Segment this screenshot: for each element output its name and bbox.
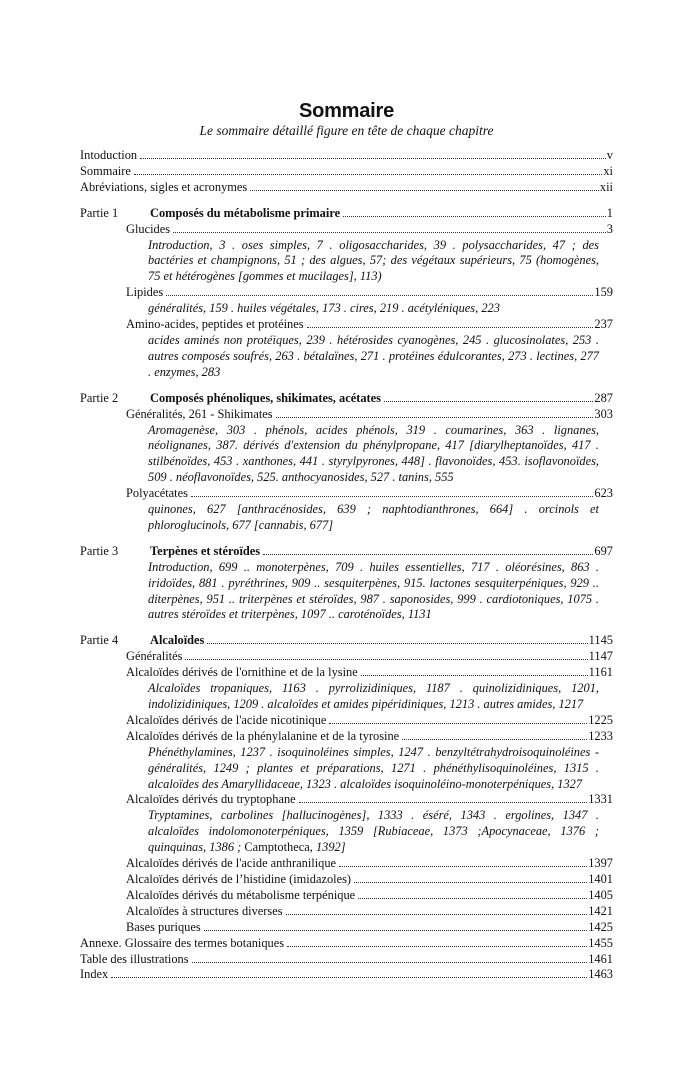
desc-text: 1392] <box>312 840 346 855</box>
toc-entry-label: Abréviations, sigles et acronymes <box>80 179 248 194</box>
toc-entry-page: 623 <box>594 486 613 501</box>
part-number: Partie 1 <box>80 205 119 220</box>
toc-entry-label: Alcaloïdes dérivés de l'acide anthranilique <box>126 856 337 871</box>
toc-entry-illustrations[interactable] <box>80 952 613 968</box>
dot-leader <box>327 714 587 724</box>
toc-entry-page: 1397 <box>588 856 613 871</box>
dot-leader <box>382 392 593 402</box>
toc-entry-label: Amino-acides, peptides et protéines <box>126 317 304 332</box>
toc-entry-page: 3 <box>606 221 613 236</box>
section-description: Introduction, 3 . oses simples, 7 . oligosaccharides, 39 . polysaccharides, 47 ; des bactéries et champignons, 51 ; des algues, 57; des végétaux supérieurs, 75 (homogènes, 75 et hétérogènes [gommes et mucilages], 113) <box>148 237 599 284</box>
toc-entry-page: 1145 <box>588 633 613 648</box>
page-title: Sommaire <box>298 100 395 122</box>
toc-entry-page: 1401 <box>588 871 613 886</box>
toc-entry-label: Glucides <box>126 221 171 236</box>
dot-leader <box>171 223 606 233</box>
toc-section-terpenique[interactable] <box>80 888 613 904</box>
toc-part-2[interactable] <box>80 391 613 407</box>
toc-section-lipides[interactable] <box>80 285 613 301</box>
toc-entry-index[interactable] <box>80 967 613 983</box>
toc-section-generalites[interactable] <box>80 649 613 665</box>
section-description <box>80 808 613 856</box>
toc-entry-page: 1161 <box>588 665 613 680</box>
toc-entry-page: 1233 <box>588 728 613 743</box>
dot-leader <box>359 666 588 676</box>
section-description: acides aminés non protéiques, 239 . hétérosides cyanogènes, 245 . glucosinolates, 253 . autres composés soufrés, 263 . bétalaïnes, 271 . protéines édulcorantes, 273 . lectines, 277 . enzymes, 283 <box>148 332 599 379</box>
toc-section-amino-acides[interactable] <box>80 317 613 333</box>
toc-entry-label: Annexe. Glossaire des termes botaniques <box>80 935 285 950</box>
toc-entry-label: Généralités, 261 - Shikimates <box>126 406 273 421</box>
part-title: Alcaloïdes <box>150 633 205 648</box>
toc-entry-page: 1421 <box>588 903 613 918</box>
dot-leader <box>205 634 587 644</box>
dot-leader <box>297 793 588 803</box>
spacer <box>80 623 613 633</box>
dot-leader <box>202 921 588 931</box>
toc-entry-page: 1331 <box>588 792 613 807</box>
dot-leader <box>356 889 587 899</box>
dot-leader <box>190 953 588 963</box>
table-of-contents-page <box>80 99 613 983</box>
toc-section-tryptophane[interactable] <box>80 792 613 808</box>
toc-entry-label: Bases puriques <box>126 919 201 934</box>
toc-entry-label: Alcaloïdes à structures diverses <box>126 903 283 918</box>
dot-leader <box>164 286 593 296</box>
toc-section-bases-puriques[interactable] <box>80 920 613 936</box>
toc-entry-annexe[interactable] <box>80 936 613 952</box>
toc-section-glucides[interactable] <box>80 222 613 238</box>
toc-entry-label: Alcaloïdes dérivés de l'ornithine et de la lysine <box>126 665 358 680</box>
section-description: Phénéthylamines, 1237 . isoquinoléines simples, 1247 . benzyltétrahydroisoquinoléines - généralités, 1249 ; plantes et préparations, 1271 . phénéthylisoquinoléines, 1315 . alcaloïdes des Amaryllidaceae, 1323 . alcaloïdes isoquinoléino-monoterpéniques, 1327 <box>148 744 599 791</box>
toc-entry-page: 159 <box>594 285 613 300</box>
toc-entry-label: Sommaire <box>80 163 131 178</box>
toc-entry-label: Table des illustrations <box>80 951 189 966</box>
part-title: Terpènes et stéroïdes <box>150 543 261 558</box>
toc-entry-page: 303 <box>594 406 613 421</box>
dot-leader <box>132 165 602 175</box>
toc-entry-label: Alcaloïdes dérivés du tryptophane <box>126 792 296 807</box>
toc-entry-label: Alcaloïdes dérivés de l'acide nicotinique <box>126 712 327 727</box>
dot-leader <box>352 873 587 883</box>
toc-part-4[interactable] <box>80 633 613 649</box>
section-description: Alcaloïdes tropaniques, 1163 . pyrrolizidiniques, 1187 . quinolizidiniques, 1201, indolizidiniques, 1209 . alcaloïdes et amides pipéridiniques, 1213 . autres amides, 1217 <box>148 681 599 711</box>
toc-entry-page: 1147 <box>588 649 613 664</box>
toc-entry-abbreviations[interactable] <box>80 180 613 196</box>
dot-leader <box>189 487 593 497</box>
spacer <box>80 534 613 544</box>
toc-section-polyacetates[interactable] <box>80 486 613 502</box>
dot-leader <box>183 650 587 660</box>
part-title: Composés du métabolisme primaire <box>150 205 341 220</box>
dot-leader <box>274 408 594 418</box>
toc-entry-label: Alcaloïdes dérivés du métabolisme terpénique <box>126 887 356 902</box>
toc-entry-label: Polyacétates <box>126 486 188 501</box>
toc-entry-page: 1 <box>606 205 613 220</box>
section-description: quinones, 627 [anthracénosides, 639 ; naphtodianthrones, 664] . orcinols et phloroglucinols, 677 [cannabis, 677] <box>148 502 599 532</box>
desc-text: Tryptamines, carbolines [hallucinogènes], 1333 . éséré, 1343 . ergolines, 1347 . alcaloïdes indolomonoterpéniques, 1359 [Rubiaceae, 1373 ;Apocynaceae, 1376 ; quinquinas, 1386 ; <box>148 808 599 855</box>
dot-leader <box>109 968 587 978</box>
toc-part-3[interactable] <box>80 544 613 560</box>
toc-entry-label: Index <box>80 967 109 982</box>
spacer <box>80 196 613 206</box>
dot-leader <box>284 905 588 915</box>
toc-section-structures-diverses[interactable] <box>80 904 613 920</box>
toc-entry-page: xi <box>603 163 613 178</box>
section-description: généralités, 159 . huiles végétales, 173 . cires, 219 . acétyléniques, 223 <box>148 301 500 316</box>
dot-leader <box>341 207 606 217</box>
dot-leader <box>248 181 599 191</box>
toc-entry-page: 1455 <box>588 935 613 950</box>
toc-part-1[interactable] <box>80 206 613 222</box>
toc-section-acide-anthranilique[interactable] <box>80 856 613 872</box>
toc-entry-page: 237 <box>594 317 613 332</box>
toc-entry-sommaire[interactable] <box>80 164 613 180</box>
toc-entry-page: 1405 <box>588 887 613 902</box>
toc-entry-page: xii <box>599 179 613 194</box>
dot-leader <box>261 545 593 555</box>
toc-entry-introduction[interactable] <box>80 148 613 164</box>
toc-entry-label: Alcaloïdes dérivés de l’histidine (imidazoles) <box>126 871 352 886</box>
page-subtitle: Le sommaire détaillé figure en tête de chaque chapitre <box>199 123 494 138</box>
toc-section-shikimates[interactable] <box>80 407 613 423</box>
toc-entry-label: Alcaloïdes dérivés de la phénylalanine et de la tyrosine <box>126 728 400 743</box>
toc-entry-label: Généralités <box>126 649 183 664</box>
toc-section-ornithine-lysine[interactable] <box>80 665 613 681</box>
part-title: Composés phénoliques, shikimates, acétates <box>150 390 381 405</box>
part-number: Partie 4 <box>80 633 119 648</box>
part-description: Introduction, 699 .. monoterpènes, 709 . huiles essentielles, 717 . oléorésines, 863 . iridoïdes, 881 . pyréthrines, 909 .. sesquiterpènes, 915. lactones sesquiterpéniques, 929 .. diterpènes, 951 .. triterpènes et stéroïdes, 987 . saponosides, 999 . cardiotoniques, 1075 . autres stéroïdes et triterpènes, 1097 .. caroténoïdes, 1131 <box>148 559 599 622</box>
part-number: Partie 2 <box>80 390 119 405</box>
dot-leader <box>400 730 587 740</box>
toc-section-acide-nicotinique[interactable] <box>80 713 613 729</box>
dot-leader <box>337 857 587 867</box>
toc-entry-label: Intoduction <box>80 148 138 162</box>
toc-entry-page: 287 <box>594 390 613 405</box>
toc-entry-page: 1225 <box>588 712 613 727</box>
dot-leader <box>138 149 606 159</box>
toc-entry-page: 1463 <box>588 967 613 982</box>
toc-entry-label: Lipides <box>126 285 164 300</box>
section-description: Aromagenèse, 303 . phénols, acides phénols, 319 . coumarines, 363 . lignanes, néolignanes, 387. dérivés d'extension du phénylpropane, 417 [diarylheptanoïdes, 417 . stilbénoïdes, 453 . xanthones, 441 . styrylpyrones, 448] . flavonoïdes, 453. isoflavonoïdes, 509 . néoflavonoïdes, 525. anthocyanosides, 527 . tanins, 555 <box>148 422 599 485</box>
toc-section-histidine[interactable] <box>80 872 613 888</box>
dot-leader <box>285 937 587 947</box>
toc-entry-page: v <box>606 148 613 162</box>
spacer <box>80 381 613 391</box>
toc-entry-page: 1425 <box>588 919 613 934</box>
toc-entry-page: 1461 <box>588 951 613 966</box>
part-number: Partie 3 <box>80 543 119 558</box>
dot-leader <box>305 318 594 328</box>
toc-section-phenylalanine-tyrosine[interactable] <box>80 729 613 745</box>
toc-entry-page: 697 <box>594 543 613 558</box>
desc-genus-name: Camptotheca, <box>244 840 313 855</box>
